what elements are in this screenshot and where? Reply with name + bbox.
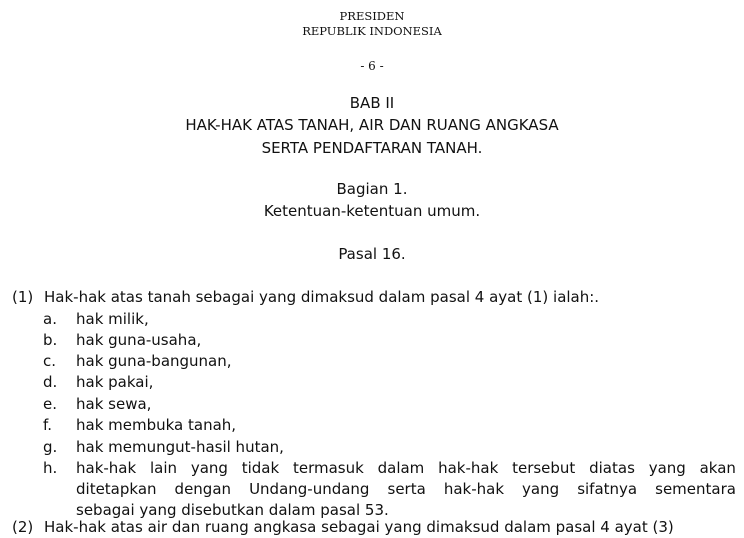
list-item-letter: h.	[43, 459, 58, 477]
chapter-title-line2: SERTA PENDAFTARAN TANAH.	[261, 139, 483, 157]
paragraph-1-text: Hak-hak atas tanah sebagai yang dimaksud dalam pasal 4 ayat (1) ialah:.	[44, 288, 600, 306]
list-item-text: hak membuka tanah,	[76, 416, 237, 434]
list-item-text: hak memungut-hasil hutan,	[76, 438, 284, 456]
list-item-text-line3: sebagai yang disebutkan dalam pasal 53.	[76, 501, 389, 519]
list-item-letter: a.	[43, 310, 57, 328]
list-item-letter: e.	[43, 395, 57, 413]
paragraph-2	[12, 517, 674, 538]
list-item-letter: g.	[43, 438, 58, 456]
chapter-title-line1: HAK-HAK ATAS TANAH, AIR DAN RUANG ANGKASA	[185, 116, 559, 134]
paragraph-1-number: (1)	[12, 288, 34, 306]
section-title: Ketentuan-ketentuan umum.	[263, 202, 481, 220]
list-item-text-line1: hak-hak lain yang tidak termasuk dalam hak-hak tersebut diatas yang akan	[76, 459, 736, 477]
list-item-letter: f.	[43, 416, 52, 434]
list-item-text: hak sewa,	[76, 395, 152, 413]
section-label: Bagian 1.	[336, 180, 408, 198]
list-item-text-line2: ditetapkan dengan Undang-undang serta hak-hak yang sifatnya sementara	[76, 480, 736, 498]
letterhead-republik-indonesia: REPUBLIK INDONESIA	[302, 24, 442, 38]
chapter-label: BAB II	[349, 94, 395, 112]
list-item-text: hak pakai,	[76, 373, 154, 391]
list-item-letter: c.	[43, 352, 57, 370]
list-item-text: hak guna-usaha,	[76, 331, 202, 349]
list-item-text: hak guna-bangunan,	[76, 352, 232, 370]
list-item-letter: b.	[43, 331, 58, 349]
paragraph-2-number: (2)	[12, 518, 34, 536]
paragraph-1	[12, 287, 599, 308]
list-item-letter: d.	[43, 373, 58, 391]
page-number: - 6 -	[360, 59, 384, 73]
article-heading: Pasal 16.	[338, 245, 406, 263]
letterhead-presiden: PRESIDEN	[339, 9, 405, 23]
paragraph-2-text: Hak-hak atas air dan ruang angkasa sebagai yang dimaksud dalam pasal 4 ayat (3)	[44, 518, 674, 536]
list-item-text: hak milik,	[76, 310, 149, 328]
